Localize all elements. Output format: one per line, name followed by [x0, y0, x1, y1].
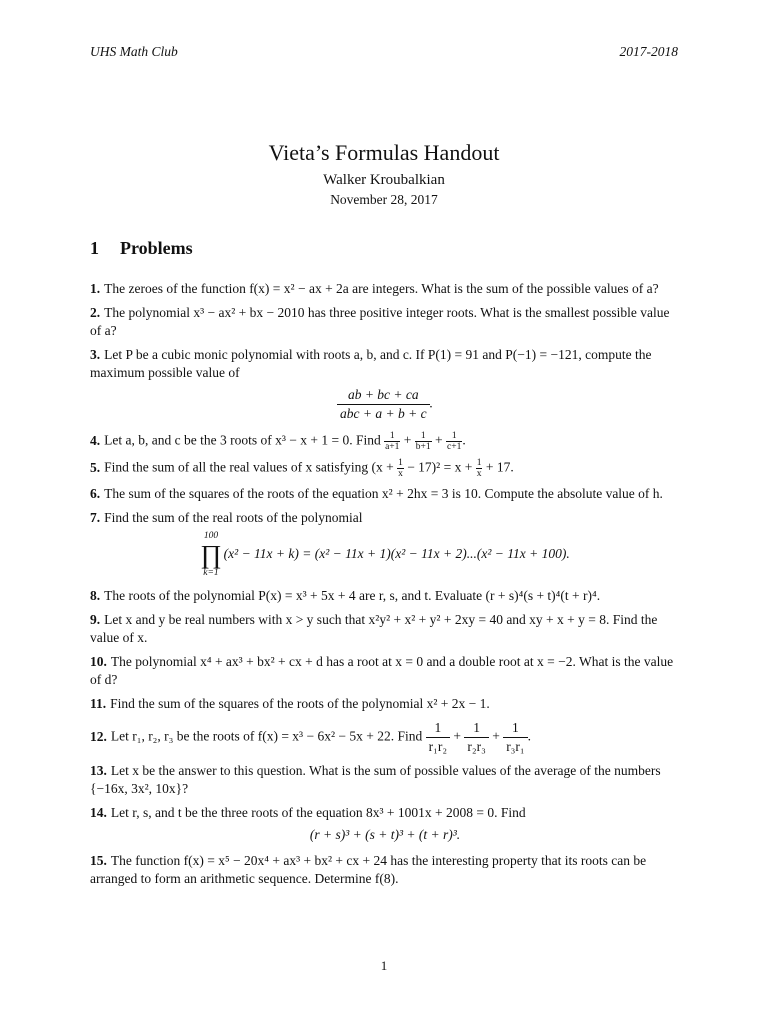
problem-number: 14.	[90, 805, 107, 820]
problem-number: 5.	[90, 459, 101, 475]
product-operator	[200, 531, 221, 579]
fraction-denominator: c+1	[447, 442, 462, 452]
fraction-numerator: 1	[398, 458, 403, 468]
problem-number: 9.	[90, 612, 101, 627]
document-title: Vieta’s Formulas Handout	[268, 140, 500, 165]
fraction-numerator: 1	[384, 431, 400, 442]
problem-text: + 17.	[485, 459, 514, 475]
problem-text: The polynomial x⁴ + ax³ + bx² + cx + d has a root at x = 0 and a double root at x = −2. What is the value of d?	[90, 654, 674, 687]
problem-text: Find the sum of the squares of the roots of the polynomial x² + 2x − 1.	[110, 696, 490, 711]
problem-number: 10.	[90, 654, 107, 669]
date: November 28, 2017	[330, 192, 438, 207]
fraction-numerator: 1	[476, 458, 482, 468]
problem-1	[90, 280, 680, 298]
header-right: 2017-2018	[619, 44, 678, 59]
page-number: 1	[380, 958, 388, 973]
problem-number: 1.	[90, 281, 101, 296]
problem-text: Find the sum of all the real values of x satisfying (x +	[104, 459, 394, 475]
fraction-numerator: 1	[446, 431, 462, 442]
problem-number: 3.	[90, 347, 101, 362]
problem-text: The sum of the squares of the roots of the equation x² + 2hx = 3 is 10. Compute the absolute value of h.	[104, 486, 663, 501]
fraction-denominator: r₁r₂	[428, 739, 448, 754]
product-lower-limit: k=1	[203, 568, 219, 578]
problem-text: Let P be a cubic monic polynomial with roots a, b, and c. If P(1) = 91 and P(−1) = −121, compute the maximum possible value of	[90, 347, 652, 380]
problem-12: 12. Let r₁, r₂, r₃ be the roots of f(x) = x³ − 6x² − 5x + 22. Find $\frac{1}{\text{r₁r₂}}$ + $\frac{1}{\text{r₂r₃}}$ + $\frac{1}{\text{r₃r₁}}$ .	[90, 720, 531, 754]
problem-3	[90, 346, 680, 423]
problem-text: Let a, b, and c be the 3 roots of x³ − x + 1 = 0. Find	[104, 432, 381, 448]
problem-number: 12.	[90, 728, 107, 744]
problem-number: 7.	[90, 510, 101, 525]
product-expression: (x² − 11x + k) = (x² − 11x + 1)(x² − 11x + 2)...(x² − 11x + 100).	[223, 546, 570, 562]
problem-text: Find the sum of the real roots of the polynomial	[104, 510, 363, 525]
problem-text: Let x be the answer to this question. What is the sum of possible values of the average of the numbers {−16x, 3x², 10x}?	[90, 763, 661, 796]
problem-4: 4. Let a, b, and c be the 3 roots of x³ − x + 1 = 0. Find $\frac{1}{a+1}$ + $\frac{1}{b+1}$ + $\frac{1}{c+1}$ .	[90, 431, 466, 452]
problem-15	[90, 852, 680, 888]
fraction-numerator: 1	[415, 431, 432, 442]
problem-2	[90, 304, 680, 340]
problem-number: 11.	[90, 696, 107, 711]
product-symbol: ∏	[200, 540, 222, 569]
problem-number: 4.	[90, 432, 101, 448]
problem-13	[90, 762, 680, 798]
problem-10	[90, 653, 680, 689]
fraction-denominator: x	[476, 469, 482, 479]
product-upper-limit: 100	[203, 531, 219, 541]
fraction-denominator: r₂r₃	[467, 739, 486, 754]
fraction-denominator: r₃r₁	[506, 739, 525, 754]
problem-text: Let x and y be real numbers with x > y such that x²y² + x² + y² + 2xy = 40 and xy + x + y = 8. Find the value of x.	[90, 612, 658, 645]
fraction-denominator: abc + a + b + c	[340, 406, 427, 421]
section-heading	[90, 238, 193, 259]
fraction-denominator: x	[398, 469, 403, 479]
problem-number: 15.	[90, 853, 107, 868]
section-number: 1	[90, 238, 99, 258]
problem-5	[90, 458, 680, 479]
problem-7	[90, 509, 680, 579]
problem-text: The roots of the polynomial P(x) = x³ + 5x + 4 are r, s, and t. Evaluate (r + s)⁴(s + t)⁴(t + r)⁴.	[104, 588, 601, 603]
problem-text: Let r, s, and t be the three roots of the equation 8x³ + 1001x + 2008 = 0. Find	[110, 805, 526, 820]
problem-number: 2.	[90, 305, 101, 320]
problem-9	[90, 611, 680, 647]
problem-14	[90, 804, 680, 844]
problem-text: − 17)² = x +	[407, 459, 473, 475]
problem-list	[90, 280, 680, 894]
problem-text: The zeroes of the function f(x) = x² − ax + 2a are integers. What is the sum of the possible values of a?	[104, 281, 659, 296]
display-expression: (r + s)³ + (s + t)³ + (t + r)³.	[309, 827, 461, 842]
section-title: Problems	[120, 238, 193, 258]
problem-11	[90, 695, 680, 713]
fraction-numerator: 1	[426, 719, 450, 738]
header-left: UHS Math Club	[90, 44, 178, 59]
fraction-numerator: ab + bc + ca	[337, 386, 430, 405]
problem-number: 13.	[90, 763, 107, 778]
problem-text: Let r₁, r₂, r₃ be the roots of f(x) = x³ − 6x² − 5x + 22. Find	[110, 728, 423, 744]
problem-number: 6.	[90, 486, 101, 501]
problem-text: The polynomial x³ − ax² + bx − 2010 has three positive integer roots. What is the smallest possible value of a?	[90, 305, 670, 338]
display-product	[90, 531, 680, 579]
fraction-numerator: 1	[503, 719, 527, 738]
fraction-denominator: a+1	[385, 442, 400, 452]
fraction-denominator: b+1	[415, 442, 431, 452]
problem-8	[90, 587, 680, 605]
author: Walker Kroubalkian	[323, 172, 445, 188]
display-fraction: $\frac{ab + bc + ca}{\text{abc + a + b + c}}$ .	[90, 386, 680, 423]
fraction-numerator: 1	[464, 719, 488, 738]
problem-number: 8.	[90, 588, 101, 603]
problem-6	[90, 485, 680, 503]
problem-text: The function f(x) = x⁵ − 20x⁴ + ax³ + bx² + cx + 24 has the interesting property that its roots can be arranged to form an arithmetic sequence. Determine f(8).	[90, 853, 647, 886]
